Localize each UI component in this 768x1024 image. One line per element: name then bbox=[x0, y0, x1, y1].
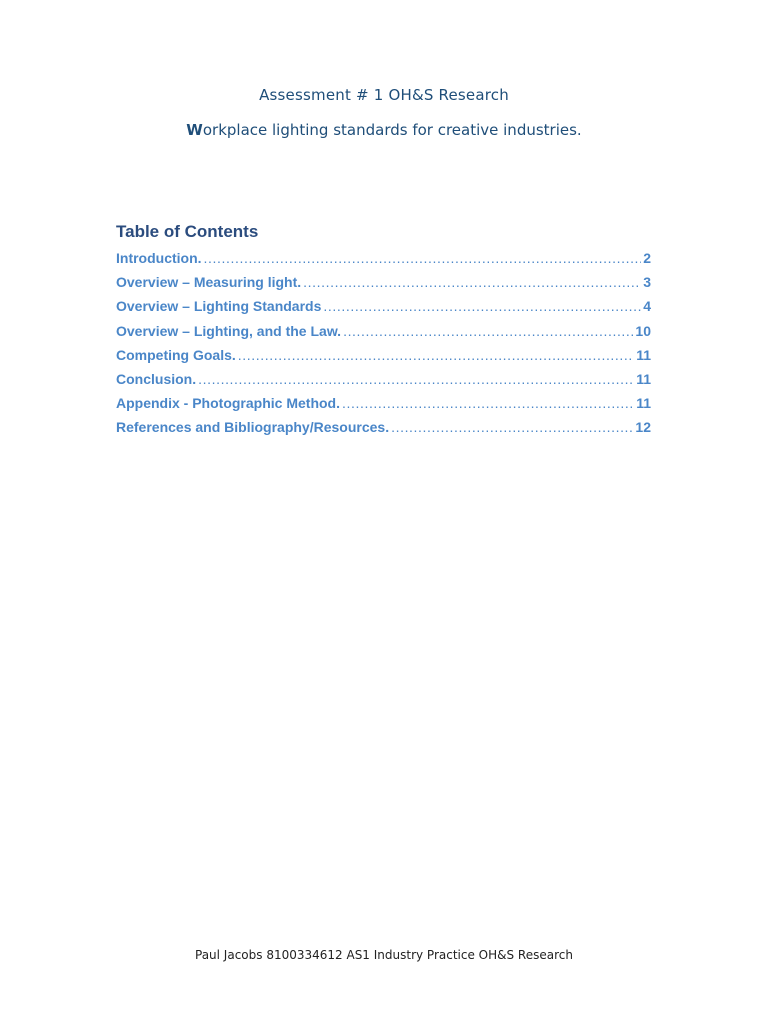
document-subtitle bbox=[0, 121, 768, 139]
toc-entry-page: 2 bbox=[643, 250, 651, 266]
toc-dot-leader bbox=[342, 395, 634, 411]
toc-entry-title: Overview – Lighting, and the Law. bbox=[116, 322, 342, 339]
toc-entry-page: 11 bbox=[636, 346, 651, 363]
toc-entry-references[interactable] bbox=[116, 419, 651, 443]
document-title: Assessment # 1 OH&S Research bbox=[259, 86, 509, 104]
toc-heading: Table of Contents bbox=[116, 222, 259, 241]
toc-entry-page: 11 bbox=[636, 370, 651, 387]
toc-dot-leader bbox=[204, 250, 642, 266]
page-footer: Paul Jacobs 8100334612 AS1 Industry Practice OH&S Research bbox=[195, 948, 573, 962]
toc-dot-leader bbox=[238, 347, 634, 363]
toc-dot-leader bbox=[323, 298, 641, 314]
toc-entry-page: 12 bbox=[635, 419, 651, 436]
toc-entry-conclusion[interactable] bbox=[116, 371, 651, 395]
toc-entry-title: Introduction. bbox=[116, 250, 202, 266]
toc-entry-page: 4 bbox=[643, 298, 651, 315]
toc-entry-page: 11 bbox=[636, 395, 651, 412]
toc-dot-leader bbox=[303, 274, 641, 290]
toc-entry-lighting-law[interactable] bbox=[116, 323, 651, 347]
subtitle-text: orkplace lighting standards for creative industries. bbox=[202, 121, 582, 139]
toc-dot-leader bbox=[391, 419, 633, 435]
toc-entry-lighting-standards[interactable] bbox=[116, 298, 651, 322]
toc-entry-title: Competing Goals. bbox=[116, 346, 236, 363]
toc-entry-appendix[interactable] bbox=[116, 395, 651, 419]
toc-entry-title: Overview – Measuring light. bbox=[116, 274, 302, 291]
subtitle-first-letter: W bbox=[186, 121, 203, 139]
toc-entry-title: Conclusion. bbox=[116, 370, 197, 387]
toc-entry-title: References and Bibliography/Resources. bbox=[116, 419, 390, 436]
toc-entry-title: Overview – Lighting Standards bbox=[116, 298, 322, 315]
toc-entry-measuring-light[interactable] bbox=[116, 274, 651, 298]
toc-entry-title: Appendix - Photographic Method. bbox=[116, 395, 340, 412]
toc-entry-introduction[interactable] bbox=[116, 250, 651, 274]
toc-entry-page: 10 bbox=[635, 322, 651, 339]
toc-entry-competing-goals[interactable] bbox=[116, 347, 651, 371]
table-of-contents bbox=[116, 250, 651, 444]
toc-entry-page: 3 bbox=[643, 274, 651, 291]
toc-dot-leader bbox=[198, 371, 634, 387]
toc-dot-leader bbox=[343, 323, 633, 339]
